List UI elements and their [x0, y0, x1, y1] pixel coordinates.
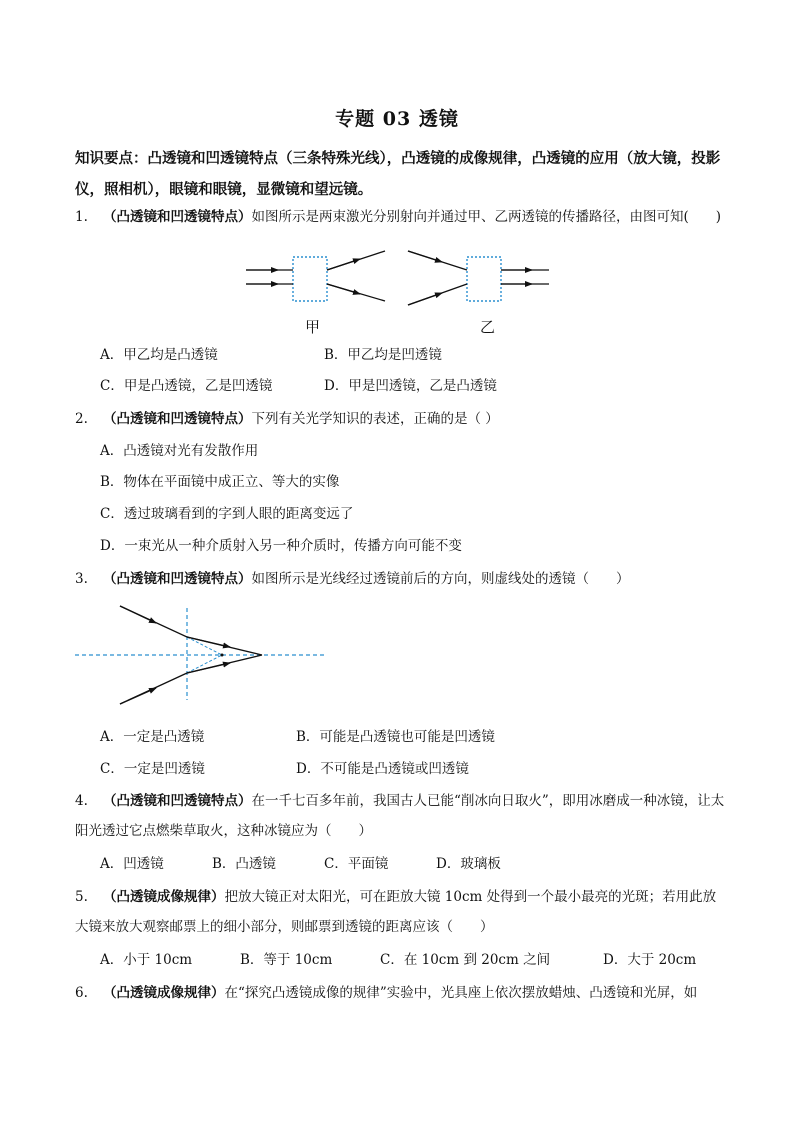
arrow-icon [120, 688, 156, 704]
question-number: 2. [75, 411, 88, 427]
question-text: 把放大镜正对太阳光，可在距放大镜 10cm 处得到一个最小最亮的光斑；若用此放大镜来放大观察邮票上的细小部分，则邮票到透镜的距离应该（ ） [75, 889, 717, 935]
arrow-icon [327, 259, 360, 270]
question-6 [75, 978, 725, 1008]
option-c[interactable]: C．一定是凹透镜 [100, 761, 205, 777]
question-number: 5. [75, 889, 88, 905]
option-d[interactable]: D．一束光从一种介质射入另一种介质时，传播方向可能不变 [100, 538, 462, 554]
question-tag: （凸透镜和凹透镜特点） [103, 411, 252, 427]
figure-label-yi: 乙 [480, 318, 496, 336]
page-title: 专题 03 透镜 [335, 108, 459, 130]
option-d[interactable]: D．玻璃板 [436, 856, 501, 872]
option-b[interactable]: B．凸透镜 [212, 856, 276, 872]
question-tag: （凸透镜成像规律） [103, 889, 225, 905]
arrow-icon [408, 251, 442, 262]
question-3 [75, 564, 725, 594]
arrow-icon [187, 663, 230, 673]
question-number: 1. [75, 209, 88, 225]
lens-box-jia [293, 257, 327, 301]
option-d[interactable]: D．大于 20cm [603, 952, 697, 968]
option-c[interactable]: C．在 10cm 到 20cm 之间 [380, 952, 551, 968]
lens-figure-3 [70, 600, 330, 710]
question-tag: （凸透镜和凹透镜特点） [103, 209, 252, 225]
question-text: 下列有关光学知识的表述，正确的是（ ） [251, 411, 499, 427]
question-text: 如图所示是光线经过透镜前后的方向，则虚线处的透镜（ ） [251, 571, 630, 587]
question-tag: （凸透镜和凹透镜特点） [103, 793, 252, 809]
extension-ray-bottom [187, 655, 222, 673]
arrow-icon [408, 293, 442, 305]
option-c[interactable]: C．透过玻璃看到的字到人眼的距离变远了 [100, 506, 354, 522]
question-tag: （凸透镜和凹透镜特点） [103, 571, 252, 587]
option-b[interactable]: B．等于 10cm [240, 952, 333, 968]
question-text: 在“探究凸透镜成像的规律”实验中，光具座上依次摆放蜡烛、凸透镜和光屏，如 [224, 985, 698, 1001]
option-b[interactable]: B．可能是凸透镜也可能是凹透镜 [296, 729, 495, 745]
option-b[interactable]: B．物体在平面镜中成正立、等大的实像 [100, 474, 340, 490]
option-b[interactable]: B．甲乙均是凹透镜 [324, 347, 442, 363]
option-a[interactable]: A．凸透镜对光有发散作用 [100, 443, 259, 459]
extension-ray-top [187, 637, 222, 655]
question-1 [75, 202, 725, 232]
question-text: 如图所示是两束激光分别射向并通过甲、乙两透镜的传播路径，由图可知( ) [251, 209, 722, 225]
question-tag: （凸透镜成像规律） [103, 985, 225, 1001]
arrow-icon [187, 637, 230, 647]
option-c[interactable]: C．平面镜 [324, 856, 389, 872]
option-d[interactable]: D．不可能是凸透镜或凹透镜 [296, 761, 469, 777]
knowledge-summary: 知识要点：凸透镜和凹透镜特点（三条特殊光线），凸透镜的成像规律，凸透镜的应用（放大镜，投影仪，照相机），眼镜和眼镜，显微镜和望远镜。 [75, 150, 721, 198]
arrow-icon [327, 284, 360, 294]
question-text: 在一千七百多年前，我国古人已能“削冰向日取火”，即用冰磨成一种冰镜，让太阳光透过它点燃柴草取火，这种冰镜应为（ ） [75, 793, 725, 839]
option-a[interactable]: A．甲乙均是凸透镜 [100, 347, 218, 363]
question-number: 3. [75, 571, 88, 587]
question-number: 6. [75, 985, 88, 1001]
option-a[interactable]: A．凹透镜 [100, 856, 164, 872]
option-c[interactable]: C．甲是凸透镜，乙是凹透镜 [100, 378, 273, 394]
lens-figure-1 [240, 245, 560, 315]
option-d[interactable]: D．甲是凹透镜，乙是凸透镜 [324, 378, 497, 394]
question-number: 4. [75, 793, 88, 809]
question-5 [75, 882, 725, 942]
arrow-icon [120, 606, 156, 623]
focus-point [221, 654, 224, 657]
lens-box-yi [467, 257, 501, 301]
option-a[interactable]: A．小于 10cm [100, 952, 193, 968]
option-a[interactable]: A．一定是凸透镜 [100, 729, 205, 745]
question-4 [75, 786, 725, 846]
figure-label-jia: 甲 [305, 318, 321, 336]
question-2 [75, 404, 725, 434]
